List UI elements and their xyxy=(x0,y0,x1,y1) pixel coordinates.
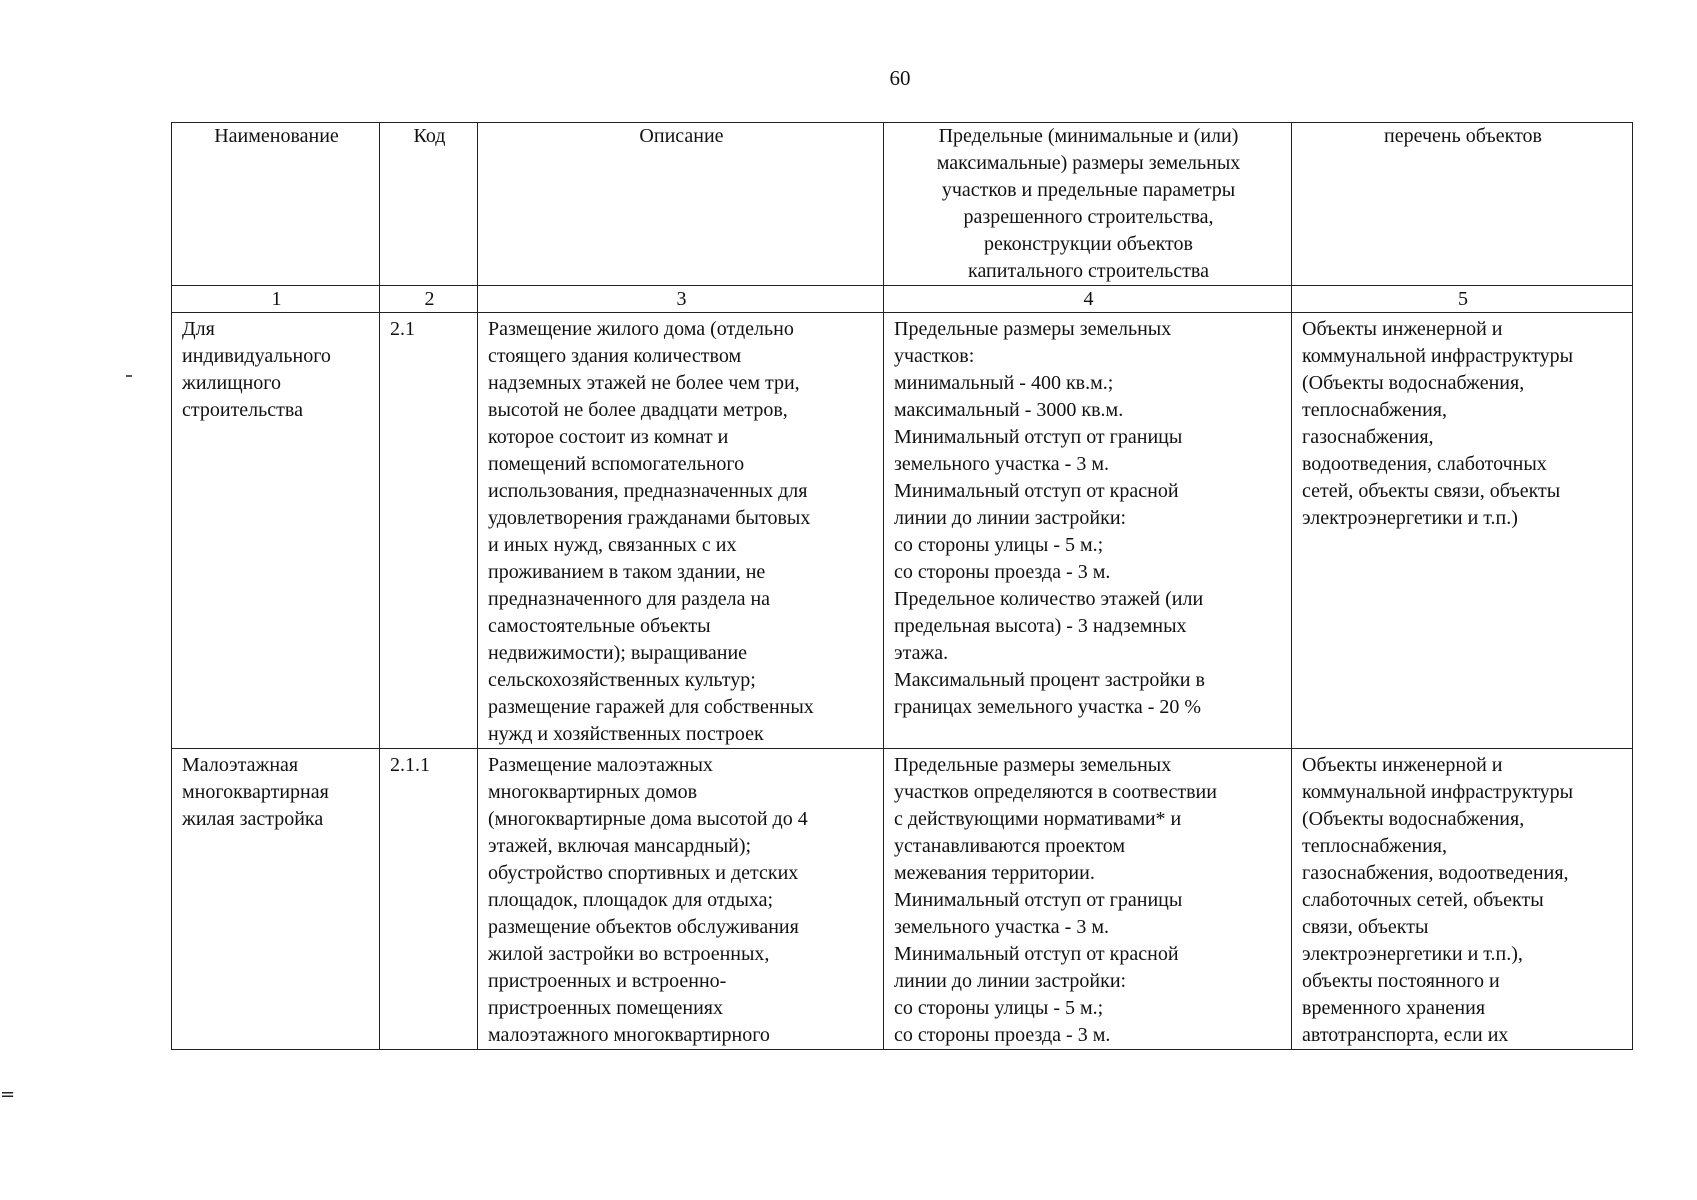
margin-dash xyxy=(126,375,132,377)
header-code: Код xyxy=(380,123,478,286)
header-name: Наименование xyxy=(172,123,380,286)
row-name: Малоэтажная многоквартирная жилая застройка xyxy=(172,749,380,1050)
land-use-table xyxy=(171,122,1633,1050)
page-number: 60 xyxy=(889,66,911,90)
row-description: Размещение малоэтажных многоквартирных домов (многоквартирные дома высотой до 4 этажей, включая мансардный); обустройство спортивных и детских площадок, площадок для отдыха; размещение объектов обслуживания жилой застройки во встроенных, пристроенных и встроенно- пристроенных помещениях малоэтажного многоквартирного xyxy=(478,749,884,1050)
row-code: 2.1 xyxy=(380,313,478,749)
row-name: Для индивидуального жилищного строительства xyxy=(172,313,380,749)
column-number: 4 xyxy=(884,286,1292,313)
table-row xyxy=(172,313,1633,749)
row-code: 2.1.1 xyxy=(380,749,478,1050)
table-row xyxy=(172,749,1633,1050)
row-limits: Предельные размеры земельных участков: минимальный - 400 кв.м.; максимальный - 3000 кв.м. Минимальный отступ от границы земельного участка - 3 м. Минимальный отступ от красной линии до линии застройки: со стороны улицы - 5 м.; со стороны проезда - 3 м. Предельное количество этажей (или предельная высота) - 3 надземных этажа. Максимальный процент застройки в границах земельного участка - 20 % xyxy=(884,313,1292,749)
header-limits: Предельные (минимальные и (или) максимальные) размеры земельных участков и предельные параметры разрешенного строительства, реконструкции объектов капитального строительства xyxy=(884,123,1292,286)
row-objects: Объекты инженерной и коммунальной инфраструктуры (Объекты водоснабжения, теплоснабжения, газоснабжения, водоотведения, слаботочных сетей, объекты связи, объекты электроэнергетики и т.п.) xyxy=(1292,313,1633,749)
header-description: Описание xyxy=(478,123,884,286)
table-header-row xyxy=(172,123,1633,286)
row-limits: Предельные размеры земельных участков определяются в соотвествии с действующими нормативами* и устанавливаются проектом межевания территории. Минимальный отступ от границы земельного участка - 3 м. Минимальный отступ от красной линии до линии застройки: со стороны улицы - 5 м.; со стороны проезда - 3 м. xyxy=(884,749,1292,1050)
header-objects: перечень объектов xyxy=(1292,123,1633,286)
column-number: 3 xyxy=(478,286,884,313)
column-number-row xyxy=(172,286,1633,313)
row-description: Размещение жилого дома (отдельно стоящего здания количеством надземных этажей не более чем три, высотой не более двадцати метров, которое состоит из комнат и помещений вспомогательного использования, предназначенных для удовлетворения гражданами бытовых и иных нужд, связанных с их проживанием в таком здании, не предназначенного для раздела на самостоятельные объекты недвижимости); выращивание сельскохозяйственных культур; размещение гаражей для собственных нужд и хозяйственных построек xyxy=(478,313,884,749)
margin-glyph: = xyxy=(0,1084,16,1105)
column-number: 1 xyxy=(172,286,380,313)
column-number: 2 xyxy=(380,286,478,313)
row-objects: Объекты инженерной и коммунальной инфраструктуры (Объекты водоснабжения, теплоснабжения, газоснабжения, водоотведения, слаботочных сетей, объекты связи, объекты электроэнергетики и т.п.), объекты постоянного и временного хранения автотранспорта, если их xyxy=(1292,749,1633,1050)
column-number: 5 xyxy=(1292,286,1633,313)
